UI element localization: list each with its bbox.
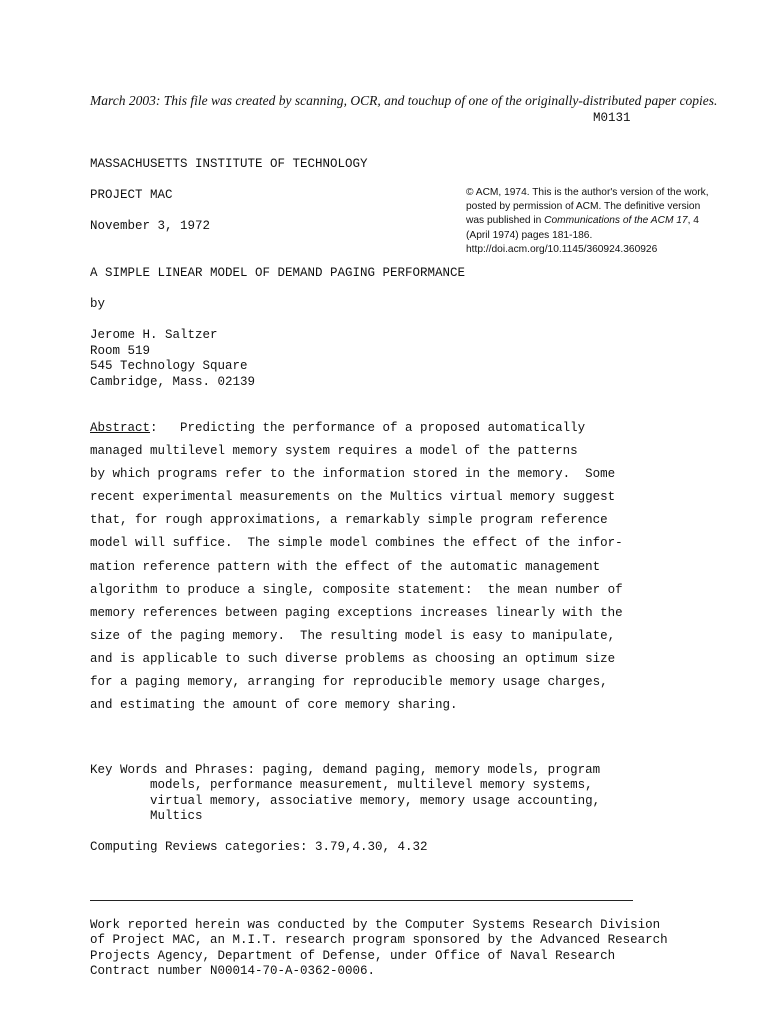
abstract-label: Abstract <box>90 421 151 435</box>
doi-link[interactable]: http://doi.acm.org/10.1145/360924.360926 <box>466 243 658 255</box>
author-room: Room 519 <box>90 344 151 358</box>
abstract-line: by which programs refer to the information stored in the memory. Some <box>90 467 616 482</box>
abstract-first-line: : Predicting the performance of a proposed automatically <box>150 421 586 435</box>
abstract-line: size of the paging memory. The resulting model is easy to manipulate, <box>90 628 616 643</box>
abstract-line: recent experimental measurements on the Multics virtual memory suggest <box>90 490 616 505</box>
abstract-line: and estimating the amount of core memory sharing. <box>90 698 458 713</box>
footnote <box>90 918 668 980</box>
author-city: Cambridge, Mass. 02139 <box>90 375 256 389</box>
keywords-line: virtual memory, associative memory, memory usage accounting, <box>150 793 601 808</box>
journal-name: Communications of the ACM 17 <box>544 215 688 227</box>
abstract-line: model will suffice. The simple model combines the effect of the infor- <box>90 536 623 551</box>
abstract-line: that, for rough approximations, a remarkably simple program reference <box>90 513 608 528</box>
paper-title: A SIMPLE LINEAR MODEL OF DEMAND PAGING PERFORMANCE <box>90 266 466 280</box>
author-name: Jerome H. Saltzer <box>90 328 218 342</box>
abstract-line: mation reference pattern with the effect of the automatic management <box>90 559 601 574</box>
abstract <box>90 420 623 720</box>
keywords-line: models, performance measurement, multilevel memory systems, <box>150 778 593 793</box>
keywords <box>90 763 600 825</box>
keywords-line: Key Words and Phrases: paging, demand paging, memory models, program <box>90 763 601 777</box>
institution-heading: MASSACHUSETTS INSTITUTE OF TECHNOLOGY <box>90 157 368 171</box>
footnote-line: Projects Agency, Department of Defense, under Office of Naval Research <box>90 948 616 963</box>
abstract-line: managed multilevel memory system requires a model of the patterns <box>90 444 578 459</box>
copyright-notice <box>466 186 716 257</box>
abstract-line: and is applicable to such diverse problems as choosing an optimum size <box>90 651 616 666</box>
abstract-line: for a paging memory, arranging for reproducible memory usage charges, <box>90 675 608 690</box>
document-date: November 3, 1972 <box>90 219 211 233</box>
document-code: M0131 <box>593 111 631 125</box>
footnote-line: Work reported herein was conducted by the Computer Systems Research Division <box>90 918 661 932</box>
copyright-text: © ACM, 1974. This is the author's version of the work, posted by permission of ACM. The definitive version was published in <box>466 187 709 227</box>
footnote-divider <box>90 900 633 901</box>
footnote-line: of Project MAC, an M.I.T. research program sponsored by the Advanced Research <box>90 933 668 948</box>
abstract-line <box>90 420 623 443</box>
abstract-line: memory references between paging exceptions increases linearly with the <box>90 605 623 620</box>
scan-note: March 2003: This file was created by scanning, OCR, and touchup of one of the originally-distributed paper copies. <box>90 93 718 108</box>
keywords-line: Multics <box>150 809 203 824</box>
footnote-line: Contract number N00014-70-A-0362-0006. <box>90 964 376 979</box>
computing-reviews-categories: Computing Reviews categories: 3.79,4.30, 4.32 <box>90 840 428 854</box>
project-heading: PROJECT MAC <box>90 188 173 202</box>
abstract-line: algorithm to produce a single, composite statement: the mean number of <box>90 582 623 597</box>
by-label: by <box>90 297 106 311</box>
copyright-citation: , 4 (April 1974) pages 181-186. <box>466 215 699 241</box>
author-street: 545 Technology Square <box>90 359 248 373</box>
